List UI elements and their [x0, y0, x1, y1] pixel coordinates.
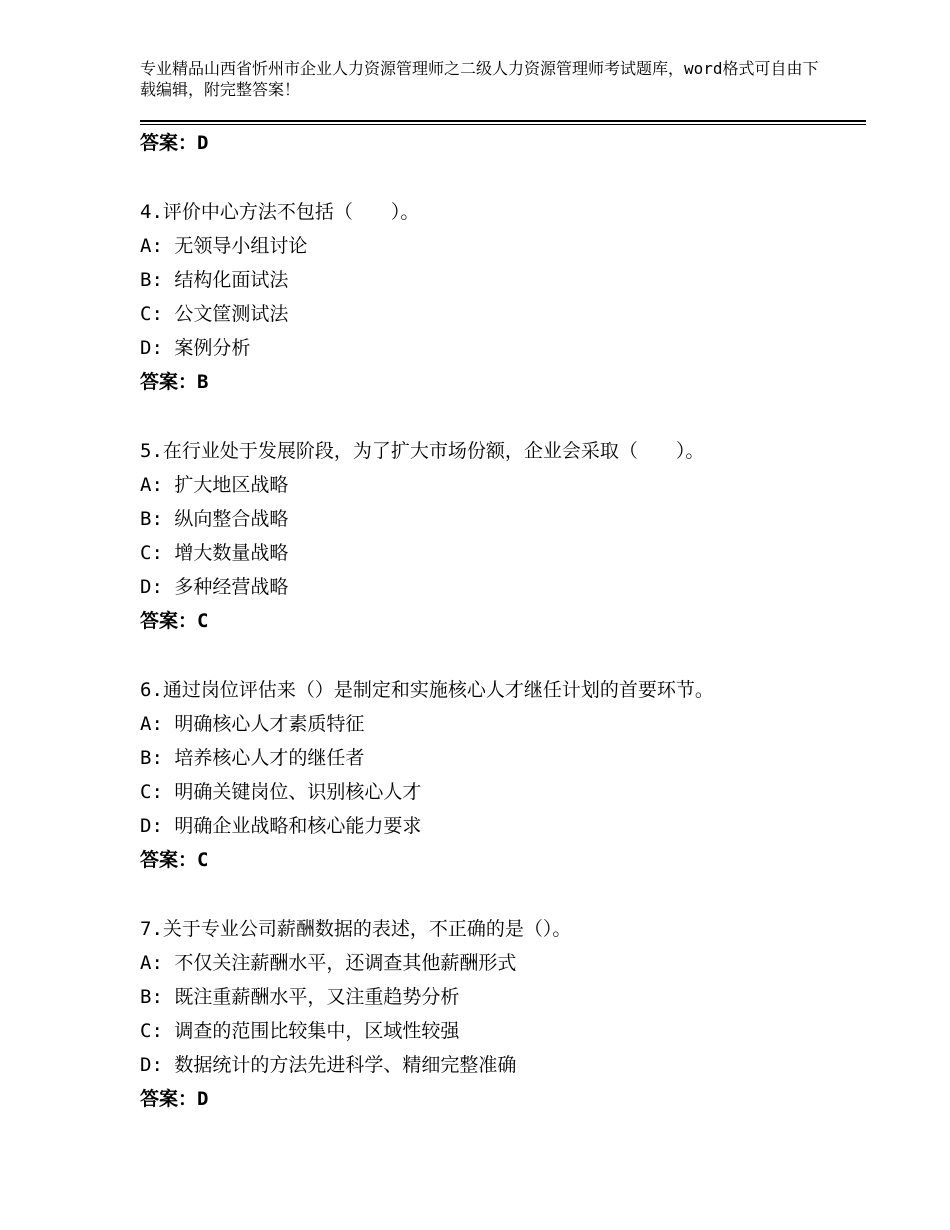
answer: 答案：B — [140, 371, 209, 393]
option-a: A: 明确核心人才素质特征 — [140, 713, 365, 735]
option-d: D: 多种经营战略 — [140, 576, 289, 598]
option-b: B: 既注重薪酬水平，又注重趋势分析 — [140, 986, 460, 1008]
question-stem: 5.在行业处于发展阶段，为了扩大市场份额，企业会采取（ ）。 — [140, 440, 705, 462]
option-c: C: 调查的范围比较集中，区域性较强 — [140, 1020, 460, 1042]
question-stem: 4.评价中心方法不包括（ ）。 — [140, 201, 420, 223]
header-divider — [140, 120, 866, 126]
option-a: A: 无领导小组讨论 — [140, 235, 308, 257]
option-c: C: 增大数量战略 — [140, 542, 289, 564]
option-a: A: 不仅关注薪酬水平，还调查其他薪酬形式 — [140, 952, 517, 974]
header-divider-thin — [140, 124, 866, 125]
answer: 答案：D — [140, 1088, 209, 1110]
answer: 答案：C — [140, 610, 209, 632]
question-stem: 6.通过岗位评估来（）是制定和实施核心人才继任计划的首要环节。 — [140, 679, 714, 701]
previous-answer: 答案：D — [140, 132, 209, 154]
option-c: C: 明确关键岗位、识别核心人才 — [140, 781, 422, 803]
question-stem: 7.关于专业公司薪酬数据的表述，不正确的是（）。 — [140, 918, 572, 940]
header-divider-thick — [140, 120, 866, 122]
option-d: D: 明确企业战略和核心能力要求 — [140, 815, 422, 837]
option-b: B: 纵向整合战略 — [140, 508, 289, 530]
option-b: B: 培养核心人才的继任者 — [140, 747, 365, 769]
option-b: B: 结构化面试法 — [140, 269, 289, 291]
document-header: 专业精品山西省忻州市企业人力资源管理师之二级人力资源管理师考试题库，word格式可自由下载编辑，附完整答案！ — [140, 59, 819, 99]
option-c: C: 公文筐测试法 — [140, 303, 289, 325]
option-a: A: 扩大地区战略 — [140, 474, 289, 496]
answer: 答案：C — [140, 849, 209, 871]
option-d: D: 数据统计的方法先进科学、精细完整准确 — [140, 1054, 517, 1076]
option-d: D: 案例分析 — [140, 337, 251, 359]
